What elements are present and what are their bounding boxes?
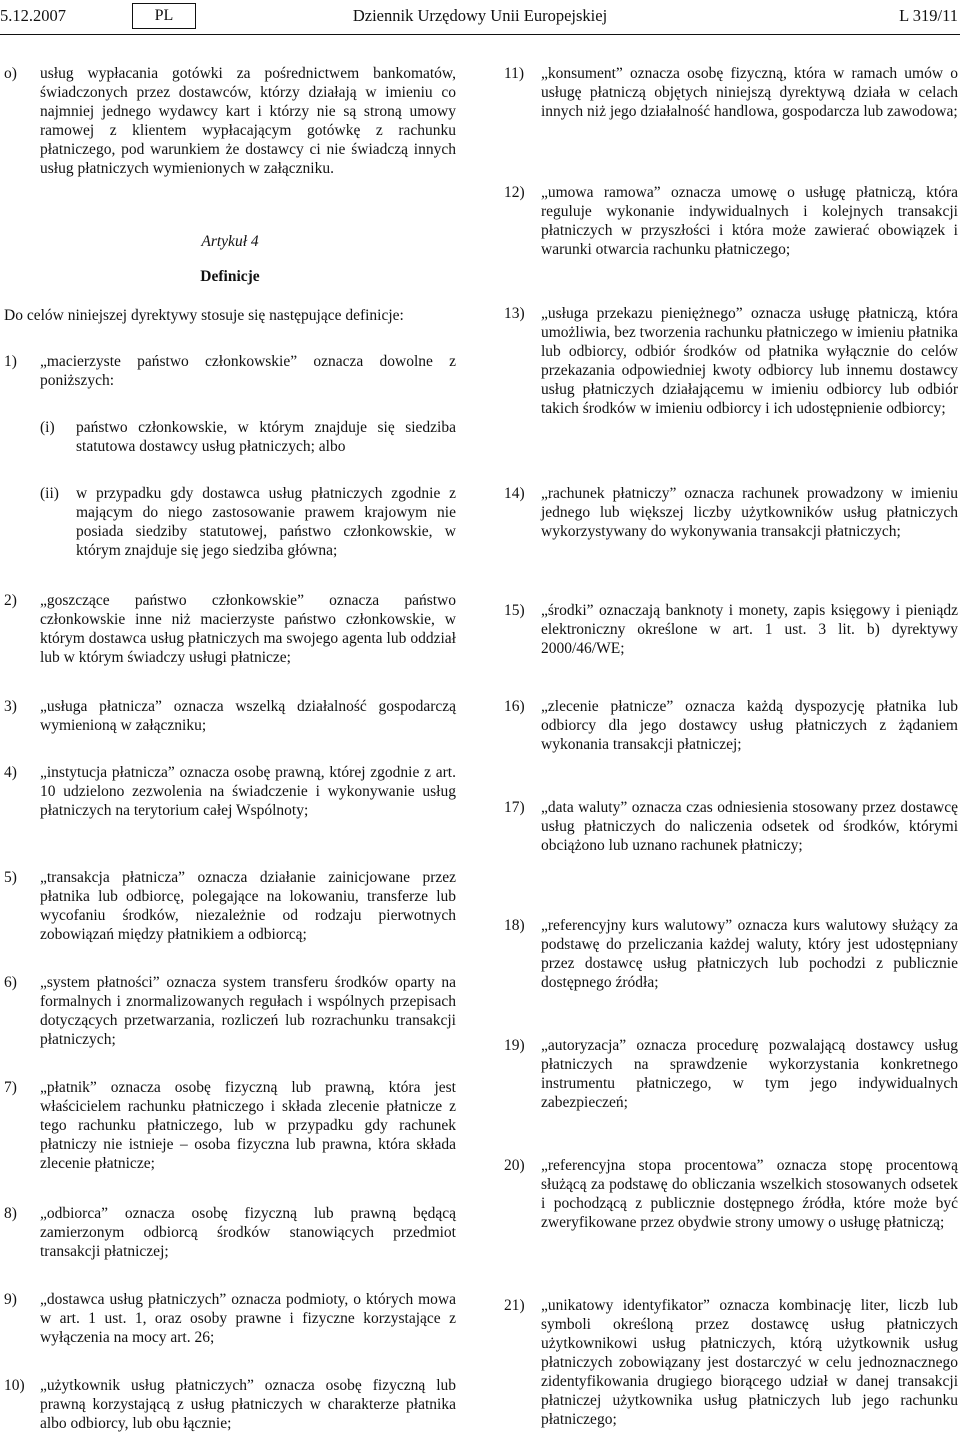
language-badge: PL	[132, 3, 196, 29]
definition-16	[504, 697, 958, 754]
article-heading: Definicje	[200, 268, 260, 285]
item-number: 17)	[504, 799, 525, 816]
item-text: „umowa ramowa” oznacza umowę o usługę płatniczą, która reguluje wykonanie indywidualnych i kolejnych transakcji płatniczych w przyszłości i która może zawierać obowiązek i warunki otwarcia rachunku płatniczego;	[541, 184, 958, 258]
journal-title: Dziennik Urzędowy Unii Europejskiej	[352, 6, 608, 25]
item-number: 15)	[504, 602, 525, 619]
definitions-intro: Do celów niniejszej dyrektywy stosuje się następujące definicje:	[4, 307, 404, 324]
item-text: „usługa przekazu pieniężnego” oznacza usługę płatniczą, która umożliwia, bez tworzenia rachunku płatniczego w imieniu płatnika lub odbiorcy, odbiór środków od płatnika wyłącznie do celów przekazania odpowiedniej kwoty odbiorcy lub innemu dostawcy usług płatniczych działającemu w imieniu odbiorcy lub odbiór takich środków w imieniu odbiorcy i ich udostępnienie odbiorcy;	[541, 305, 958, 417]
definition-20	[504, 1156, 958, 1232]
item-text: usług wypłacania gotówki za pośrednictwem bankomatów, świadczonych przez dostawców, którzy działają w imieniu co najmniej jednego wydawcy kart i którzy nie są stroną umowy ramowej z klientem wypłacającym gotówkę z rachunku płatniczego, pod warunkiem że dostawcy ci nie świadczą innych usług płatniczych wymienionych w załączniku.	[40, 65, 456, 177]
item-number: 16)	[504, 698, 525, 715]
header-divider	[0, 34, 960, 35]
item-number: 4)	[4, 764, 17, 781]
item-number: 9)	[4, 1291, 17, 1308]
item-text: „referencyjna stopa procentowa” oznacza stopę procentową służącą za podstawę do obliczania wszelkich stosowanych odsetek i pochodzącą z publicznie dostępnego źródła, które może być zweryfikowane przez obydwie strony umowy o usługę płatniczą;	[541, 1157, 958, 1231]
item-number: 1)	[4, 353, 17, 370]
definition-3	[4, 697, 456, 735]
item-number: 20)	[504, 1157, 525, 1174]
item-number: (i)	[40, 419, 55, 436]
item-text: „zlecenie płatnicze” oznacza każdą dyspozycję płatnika lub odbiorcy dla jego dostawcy usług płatniczych z żądaniem wykonania transakcji płatniczej;	[541, 698, 958, 753]
item-number: 2)	[4, 592, 17, 609]
item-number: 21)	[504, 1297, 525, 1314]
item-number: 11)	[504, 65, 525, 82]
item-number: 7)	[4, 1079, 17, 1096]
definition-17	[504, 798, 958, 855]
item-text: „referencyjny kurs walutowy” oznacza kurs walutowy służący za podstawę do przeliczania każdej waluty, który jest udostępniany przez dostawcę usług płatniczych lub pochodzi z publicznie dostępnego źródła;	[541, 917, 958, 991]
item-o	[4, 64, 456, 178]
definition-5	[4, 868, 456, 944]
item-number: 19)	[504, 1037, 525, 1054]
item-text: „instytucja płatnicza” oznacza osobę prawną, której zgodnie z art. 10 udzielono zezwolenia na świadczenie i wykonywanie usług płatniczych na terytorium całej Wspólnoty;	[40, 764, 456, 819]
item-text: „transakcja płatnicza” oznacza działanie zainicjowane przez płatnika lub odbiorcę, polegające na lokowaniu, transferze lub wycofaniu środków, niezależnie od rodzaju pierwotnych zobowiązań między płatnikiem a odbiorcą;	[40, 869, 456, 943]
item-number: 10)	[4, 1377, 25, 1394]
item-number: 3)	[4, 698, 17, 715]
item-text: „system płatności” oznacza system transferu środków oparty na formalnych i znormalizowanych regułach i wspólnych przepisach dotyczących przetwarzania, rozliczeń lub rozrachunku transakcji płatniczych;	[40, 974, 456, 1048]
item-number: o)	[4, 65, 17, 82]
item-text: „goszczące państwo członkowskie” oznacza państwo członkowskie inne niż macierzyste państwo członkowskie, w którym dostawca usług płatniczych ma swojego agenta lub oddział lub w którym świadczy usługi płatnicze;	[40, 592, 456, 666]
definition-7	[4, 1078, 456, 1173]
item-number: 8)	[4, 1205, 17, 1222]
definition-1	[4, 352, 456, 390]
item-text: w przypadku gdy dostawca usług płatniczych zgodnie z mającym do niego zastosowanie prawem krajowym nie posiada siedziby statutowej, państwo członkowskie, w którym znajduje się jego siedziba główna;	[76, 485, 456, 559]
item-text: „odbiorca” oznacza osobę fizyczną lub prawną będącą zamierzonym odbiorcą środków stanowiących przedmiot transakcji płatniczej;	[40, 1205, 456, 1260]
item-number: 12)	[504, 184, 525, 201]
definition-18	[504, 916, 958, 992]
definition-19	[504, 1036, 958, 1112]
article-title: Artykuł 4	[201, 233, 259, 250]
definition-1-sub-i	[4, 418, 456, 456]
header-date: 5.12.2007	[0, 6, 66, 25]
definition-11	[504, 64, 958, 121]
definition-12	[504, 183, 958, 259]
item-text: „rachunek płatniczy” oznacza rachunek prowadzony w imieniu jednego lub większej liczby użytkowników usług płatniczych wykorzystywany do wykonywania transakcji płatniczych;	[541, 485, 958, 540]
definition-10	[4, 1376, 456, 1433]
definition-1-sub-ii	[4, 484, 456, 560]
definition-9	[4, 1290, 456, 1347]
item-text: „konsument” oznacza osobę fizyczną, która w ramach umów o usługę płatniczą objętych niniejszą dyrektywą działa w celach innych niż jego działalność handlowa, gospodarcza lub zawodowa;	[541, 65, 958, 120]
page-header	[0, 0, 960, 30]
item-text: „użytkownik usług płatniczych” oznacza osobę fizyczną lub prawną korzystającą z usług płatniczych w charakterze płatnika albo odbiorcy, lub obu łącznie;	[40, 1377, 456, 1432]
item-text: „autoryzacja” oznacza procedurę pozwalającą dostawcy usług płatniczych na sprawdzenie wykorzystania konkretnego instrumentu płatniczego, w tym jego indywidualnych zabezpieczeń;	[541, 1037, 958, 1111]
item-number: 14)	[504, 485, 525, 502]
item-number: 13)	[504, 305, 525, 322]
definition-13	[504, 304, 958, 418]
definition-21	[504, 1296, 958, 1429]
definition-14	[504, 484, 958, 541]
definition-2	[4, 591, 456, 667]
item-number: 18)	[504, 917, 525, 934]
item-number: 6)	[4, 974, 17, 991]
item-text: „macierzyste państwo członkowskie” oznacza dowolne z poniższych:	[40, 353, 456, 389]
item-text: „data waluty” oznacza czas odniesienia stosowany przez dostawcę usług płatniczych do naliczenia odsetek od środków, którymi obciążono lub uznano rachunek płatniczy;	[541, 799, 958, 854]
definition-4	[4, 763, 456, 820]
item-number: (ii)	[40, 485, 59, 502]
item-text: „dostawca usług płatniczych” oznacza podmioty, o których mowa w art. 1 ust. 1, oraz osoby prawne i fizyczne korzystające z wyłączenia na mocy art. 26;	[40, 1291, 456, 1346]
page-reference: L 319/11	[899, 6, 958, 25]
definition-15	[504, 601, 958, 658]
definition-6	[4, 973, 456, 1049]
definition-8	[4, 1204, 456, 1261]
item-number: 5)	[4, 869, 17, 886]
item-text: „środki” oznaczają banknoty i monety, zapis księgowy i pieniądz elektroniczny określone w art. 1 ust. 3 lit. b) dyrektywy 2000/46/WE;	[541, 602, 958, 657]
item-text: państwo członkowskie, w którym znajduje się siedziba statutowa dostawcy usług płatniczych; albo	[76, 419, 456, 455]
item-text: „unikatowy identyfikator” oznacza kombinację liter, liczb lub symboli określoną przez dostawcę usług płatniczych użytkownikowi usług płatniczych, którą użytkownik usług płatniczych zobowiązany jest dostarczyć w celu jednoznacznego zidentyfikowania drugiego biorącego udział w danej transakcji płatniczej użytkownika usług płatniczych lub jego rachunku płatniczego;	[541, 1297, 958, 1428]
item-text: „płatnik” oznacza osobę fizyczną lub prawną, która jest właścicielem rachunku płatniczego i składa zlecenie płatnicze z tego rachunku płatniczego, lub w przypadku gdy rachunek płatniczy nie istnieje – osoba fizyczna lub prawna, która składa zlecenie płatnicze;	[40, 1079, 456, 1172]
item-text: „usługa płatnicza” oznacza wszelką działalność gospodarczą wymienioną w załączniku;	[40, 698, 456, 734]
